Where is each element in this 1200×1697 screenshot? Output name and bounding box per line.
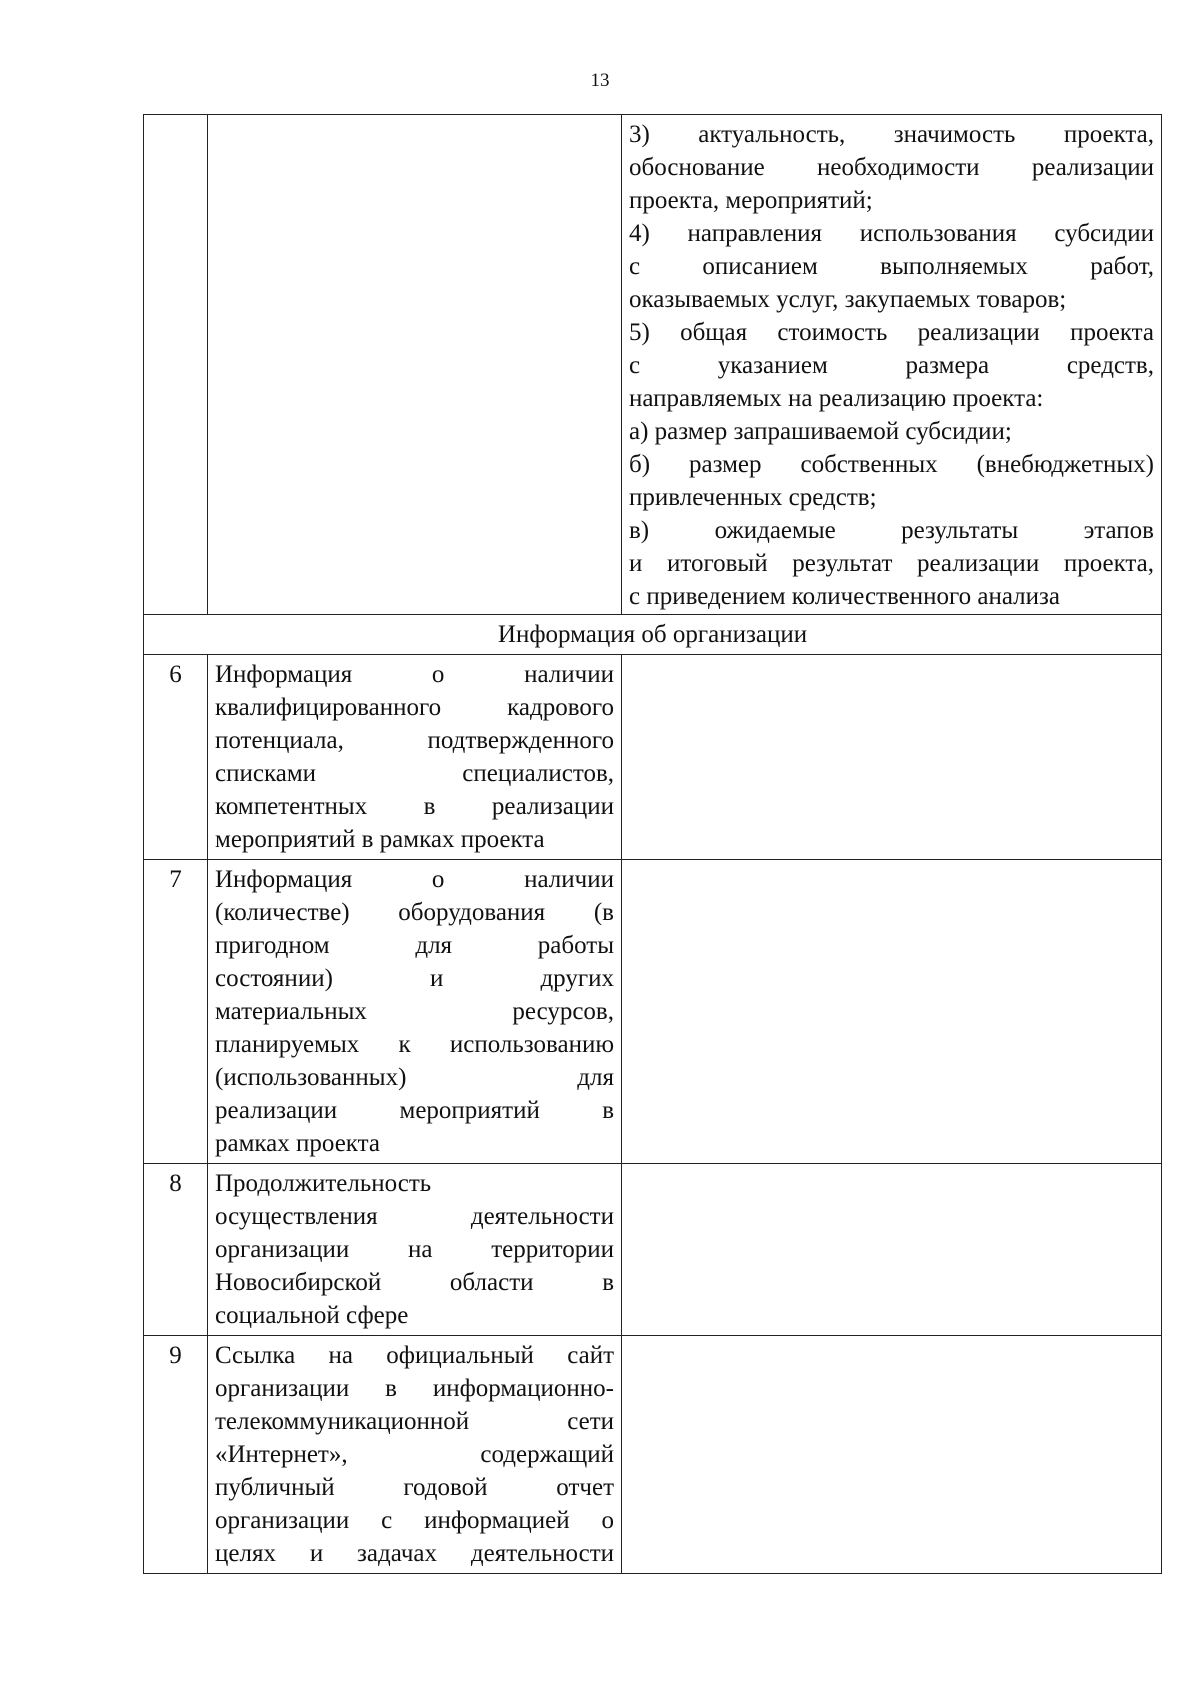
- text-line: телекоммуникационной сети: [215, 1408, 614, 1435]
- text-line: целях и задачах деятельности: [215, 1540, 614, 1567]
- text-line: направляемых на реализацию проекта:: [629, 385, 1044, 412]
- table-row: [144, 860, 1162, 1164]
- row-label-cell: [208, 1164, 622, 1336]
- row-value-cell: [622, 1336, 1162, 1574]
- text-line: организации в информационно-: [215, 1375, 614, 1402]
- row-label-cell: [208, 115, 622, 615]
- text-line: осуществления деятельности: [215, 1203, 614, 1230]
- text-line: (использованных) для: [215, 1064, 614, 1091]
- row-label-cell: [208, 655, 622, 860]
- row-number-cell: [144, 115, 208, 615]
- text-line: «Интернет», содержащий: [215, 1441, 614, 1468]
- row-number: 9: [144, 1336, 208, 1574]
- application-form-table: [143, 114, 1162, 1574]
- section-title: Информация об организации: [144, 615, 1162, 655]
- text-line: с описанием выполняемых работ,: [629, 253, 1154, 280]
- text-line: потенциала, подтвержденного: [215, 727, 614, 754]
- text-line: а) размер запрашиваемой субсидии;: [629, 418, 1012, 445]
- text-line: компетентных в реализации: [215, 793, 614, 820]
- text-line: в) ожидаемые результаты этапов: [629, 517, 1154, 544]
- text-line: организации на территории: [215, 1236, 614, 1263]
- text-line: планируемых к использованию: [215, 1031, 614, 1058]
- table-row: [144, 1164, 1162, 1336]
- text-line: и итоговый результат реализации проекта,: [629, 550, 1154, 577]
- section-header-row: [144, 615, 1162, 655]
- row-label-cell: [208, 860, 622, 1164]
- text-line: с указанием размера средств,: [629, 352, 1154, 379]
- text-line: материальных ресурсов,: [215, 998, 614, 1025]
- text-line: привлеченных средств;: [629, 484, 877, 511]
- text-line: рамках проекта: [215, 1130, 380, 1157]
- text-line: Информация о наличии: [215, 661, 614, 688]
- row-value-cell: [622, 655, 1162, 860]
- text-line: 4) направления использования субсидии: [629, 220, 1154, 247]
- text-line: 5) общая стоимость реализации проекта: [629, 319, 1154, 346]
- row-number: 8: [144, 1164, 208, 1336]
- row-number: 6: [144, 655, 208, 860]
- row-number: 7: [144, 860, 208, 1164]
- text-line: б) размер собственных (внебюджетных): [629, 451, 1154, 478]
- table-row-continuation: [144, 115, 1162, 615]
- table-row: [144, 1336, 1162, 1574]
- text-line: состоянии) и других: [215, 965, 614, 992]
- text-line: Ссылка на официальный сайт: [215, 1342, 614, 1369]
- row-label-cell: [208, 1336, 622, 1574]
- row-value-cell: [622, 115, 1162, 615]
- text-line: социальной сфере: [215, 1302, 409, 1329]
- text-line: мероприятий в рамках проекта: [215, 826, 545, 853]
- text-line: Продолжительность: [215, 1170, 432, 1197]
- page-number: 13: [590, 70, 610, 91]
- text-line: оказываемых услуг, закупаемых товаров;: [629, 286, 1067, 313]
- text-line: квалифицированного кадрового: [215, 694, 614, 721]
- text-line: Информация о наличии: [215, 866, 614, 893]
- text-line: Новосибирской области в: [215, 1269, 614, 1296]
- text-line: (количестве) оборудования (в: [215, 899, 614, 926]
- text-line: с приведением количественного анализа: [629, 583, 1060, 610]
- text-line: проекта, мероприятий;: [629, 187, 873, 214]
- row-value-cell: [622, 860, 1162, 1164]
- text-line: реализации мероприятий в: [215, 1097, 614, 1124]
- table-row: [144, 655, 1162, 860]
- text-line: списками специалистов,: [215, 760, 614, 787]
- row-value-cell: [622, 1164, 1162, 1336]
- text-line: пригодном для работы: [215, 932, 614, 959]
- text-line: организации с информацией о: [215, 1507, 614, 1534]
- text-line: обоснование необходимости реализации: [629, 154, 1154, 181]
- text-line: публичный годовой отчет: [215, 1474, 614, 1501]
- text-line: 3) актуальность, значимость проекта,: [629, 121, 1154, 148]
